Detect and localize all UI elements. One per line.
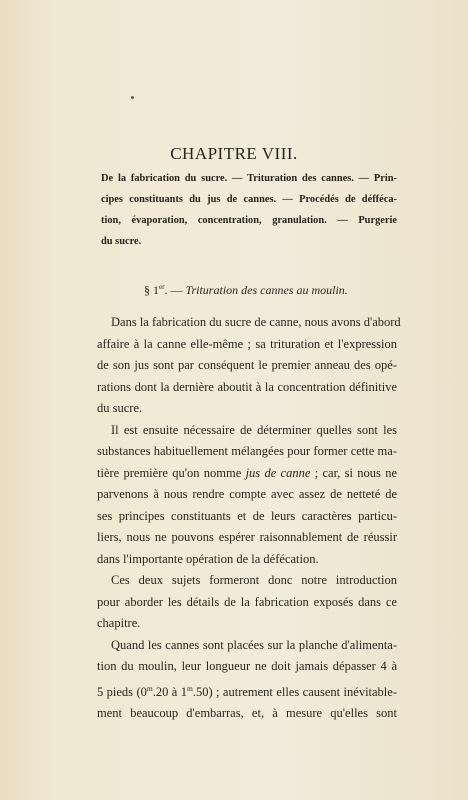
text-line: Quand les cannes sont placées sur la planche d'alimenta-: [111, 637, 397, 652]
text-fragment: .50) ; autrement elles causent inévitable-: [192, 684, 397, 699]
text-line: pour aborder les détails de la fabrication exposés dans ce: [97, 594, 397, 609]
summary-line: De la fabrication du sucre. — Trituration des cannes. — Prin-: [101, 173, 397, 184]
text-fragment: .20 à 1: [152, 684, 187, 699]
text-line: parvenons à nous rendre compte avec assez de netteté de: [97, 487, 397, 501]
text-fragment: tière première qu'on nomme: [97, 465, 246, 480]
text-line: dans l'importante opération de la défécation.: [97, 551, 319, 566]
text-line: [97, 463, 397, 485]
text-fragment: 5 pieds (0: [97, 684, 147, 699]
text-line: tion du moulin, leur longueur ne doit jamais dépasser 4 à: [97, 659, 397, 673]
text-emphasis: jus de canne: [245, 465, 311, 480]
summary-line: tion, évaporation, concentration, granulation. — Purgerie: [101, 215, 397, 226]
unit-superscript: m: [187, 683, 193, 693]
section-number: § 1: [144, 283, 159, 297]
text-line: Il est ensuite nécessaire de déterminer quelles sont les: [111, 422, 397, 437]
text-line: du sucre.: [97, 401, 143, 415]
unit-superscript: m: [146, 683, 153, 693]
body-text: [97, 312, 401, 725]
text-line: chapitre.: [97, 616, 141, 630]
text-line: de son jus sont par conséquent le premier anneau des opé-: [97, 358, 397, 372]
text-line: Ces deux sujets formeront donc notre introduction: [111, 573, 397, 587]
chapter-title: CHAPITRE VIII.: [170, 144, 298, 163]
text-line: Dans la fabrication du sucre de canne, nous avons d'abord: [111, 315, 401, 329]
text-line: rations dont la dernière aboutit à la concentration définitive: [97, 379, 397, 394]
text-line: ses principes constituants et de leurs caractères particu-: [97, 508, 397, 523]
section-heading: [144, 283, 348, 298]
text-line: substances habituellement mélangées pour former cette ma-: [97, 444, 397, 458]
text-fragment: ; car, si nous ne: [310, 465, 398, 480]
text-line: liers, nous ne pouvons espérer raisonnablement de réussir: [97, 530, 397, 544]
section-dash: . —: [164, 283, 186, 297]
text-line: ment beaucoup d'embarras, et, à mesure qu'elles sont: [97, 706, 397, 720]
chapter-summary: [101, 168, 397, 252]
text-line: affaire à la canne elle-même ; sa trituration et l'expression: [97, 336, 397, 351]
section-title: Trituration des cannes au moulin.: [185, 283, 348, 297]
text-line: [97, 678, 397, 704]
summary-line: cipes constituants du jus de cannes. — Procédés de défféca-: [101, 194, 397, 205]
ink-dot: [131, 96, 134, 99]
section-ordinal: er: [159, 283, 165, 291]
summary-line: du sucre.: [101, 236, 142, 247]
